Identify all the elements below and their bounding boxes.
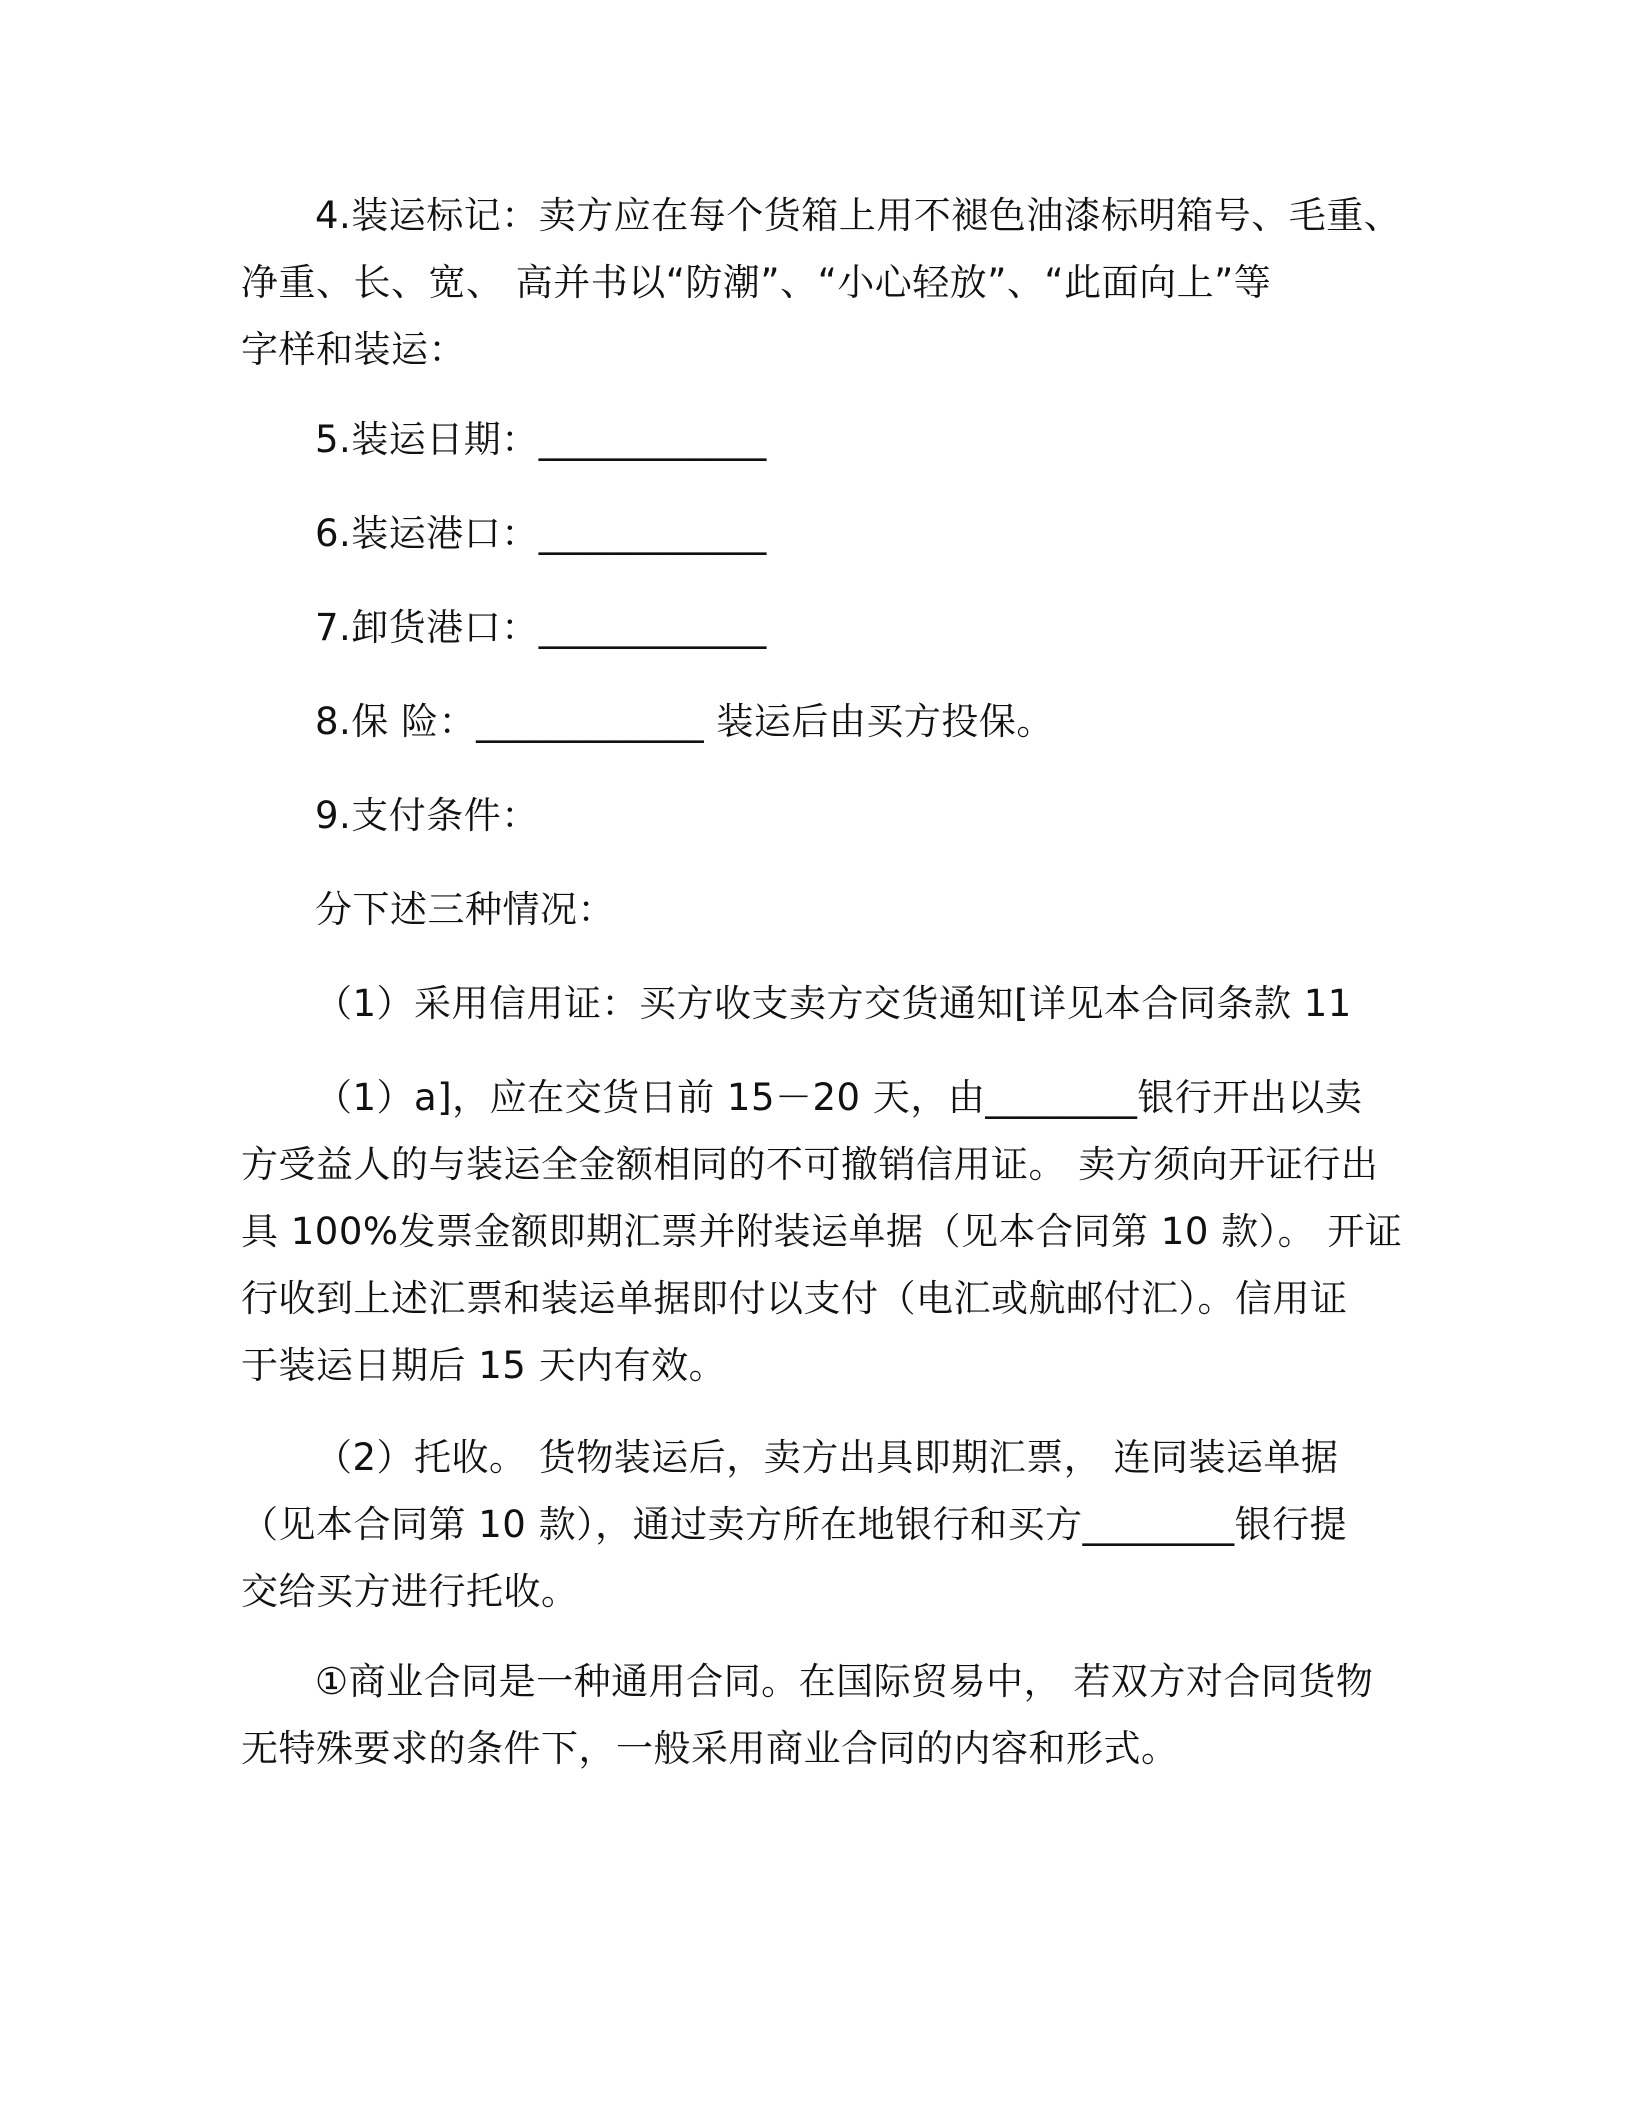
text-line: （2）托收。 货物装运后，卖方出具即期汇票， 连同装运单据 (315, 1436, 1339, 1479)
text-line: ①商业合同是一种通用合同。在国际贸易中， 若双方对合同货物 (315, 1660, 1374, 1703)
text-line: 7.卸货港口：____________ (315, 606, 767, 649)
text-line: （1）a]，应在交货日前 15－20 天，由________银行开出以卖 (315, 1076, 1363, 1119)
text-line: 9.支付条件： (315, 794, 539, 837)
text-line: 行收到上述汇票和装运单据即付以支付（电汇或航邮付汇）。信用证 (241, 1277, 1348, 1320)
text-line: 字样和装运： (241, 328, 466, 371)
text-line: 无特殊要求的条件下，一般采用商业合同的内容和形式。 (241, 1727, 1179, 1770)
text-line: 交给买方进行托收。 (241, 1570, 579, 1613)
paragraph-three-cases (241, 876, 1391, 943)
text-line: 6.装运港口：____________ (315, 512, 767, 555)
paragraph-insurance (241, 688, 1391, 755)
paragraph-discharge-port (241, 594, 1391, 661)
text-line: 8.保 险：____________ 装运后由买方投保。 (315, 700, 1054, 743)
text-line: 5.装运日期：____________ (315, 418, 767, 461)
text-line: （见本合同第 10 款），通过卖方所在地银行和买方________银行提 (241, 1503, 1348, 1546)
text-line: （1）采用信用证：买方收支卖方交货通知[详见本合同条款 11 (315, 982, 1352, 1025)
text-line: 于装运日期后 15 天内有效。 (241, 1344, 727, 1387)
text-line: 具 100%发票金额即期汇票并附装运单据（见本合同第 10 款）。 开证 (241, 1210, 1403, 1253)
text-line: 方受益人的与装运全金额相同的不可撤销信用证。 卖方须向开证行出 (241, 1143, 1379, 1186)
paragraph-commercial-contract-note (241, 1648, 1391, 1782)
text-line: 净重、长、宽、 高并书以“防潮”、“小心轻放”、“此面向上”等 (241, 261, 1272, 304)
paragraph-payment-terms (241, 782, 1391, 849)
text-line: 分下述三种情况： (315, 888, 615, 931)
paragraph-loading-port (241, 500, 1391, 567)
text-line: 4.装运标记：卖方应在每个货箱上用不褪色油漆标明箱号、毛重、 (315, 194, 1402, 237)
paragraph-letter-of-credit-detail (241, 1064, 1403, 1399)
paragraph-letter-of-credit (241, 970, 1391, 1037)
paragraph-shipping-marks (241, 182, 1402, 383)
paragraph-collection (241, 1424, 1391, 1625)
paragraph-shipment-date (241, 406, 1391, 473)
